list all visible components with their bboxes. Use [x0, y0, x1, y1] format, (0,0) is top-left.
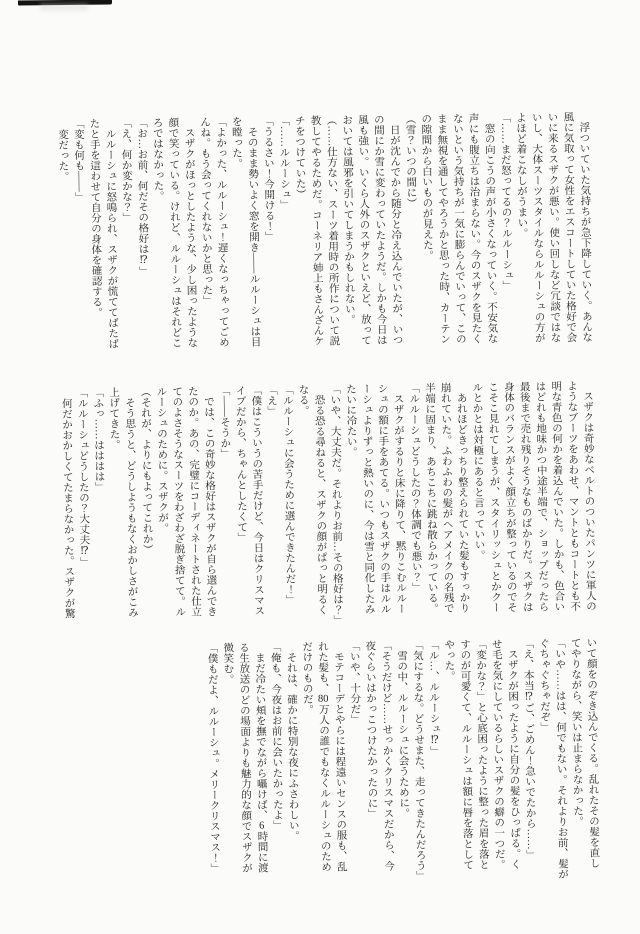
- text-column: （それが、よりにもよってこれか）: [139, 386, 153, 555]
- text-column: （……仕方ない、スーツ着用時の所作について説: [325, 114, 340, 346]
- text-column: 「俺も、今夜はお前に会いたかったよ」: [269, 641, 284, 831]
- text-column: んね。もう会ってくれないかと思った」: [198, 116, 213, 306]
- text-column: スザクが困ったように自分の髪をひっぱる。く: [506, 638, 521, 870]
- text-column: る生放送のどの場面よりも魅力的な顔でスザクが: [237, 642, 253, 874]
- text-column: すのが可愛くて、ルルーシュは額に唇を落として: [459, 638, 474, 871]
- text-column: チをつけていた）: [293, 115, 306, 200]
- text-column: 「――そうか」: [218, 385, 231, 459]
- text-column: イブだから、ちゃんとしたくて」: [234, 385, 248, 543]
- text-column: 「いや、十分だ」: [348, 640, 361, 725]
- text-column: 「ルルーシュどうしたの？体調でも悪い？」: [408, 382, 422, 593]
- text-column: モテコーデとやらには程遠いセンスの服も、乱: [332, 640, 347, 872]
- text-column: 明な青色の何かを着込んでいた。しかも、色合い: [550, 380, 565, 612]
- text-column: 最後まで売れ残りそうなものばかりだ。スザクは: [518, 381, 533, 613]
- text-column: たと手を這わせて自分の身体を確認する。: [88, 118, 103, 318]
- text-column: ルとかとは対極にあると言っていい。: [471, 381, 485, 561]
- text-column: 「変も何も――」: [72, 118, 85, 203]
- text-column: 教してやるためだ。コーネリア姉上もさんざんケ: [309, 114, 324, 347]
- text-column: いて顔をのぞき込んでくる。乱れたその髪を直し: [585, 637, 600, 869]
- text-column: てのよさそうなスーツをわざわざ脱ぎ捨てて。ル: [171, 385, 186, 618]
- text-column: 上げてきた。: [107, 386, 120, 450]
- text-column: まま無視を通してやろうかと思った時、カーテン: [435, 113, 451, 345]
- text-column: こそこ見れてしまうが、スタイリッシュとかクー: [487, 381, 502, 613]
- text-column: ないという気持ちが一気に膨らんでいって、この: [451, 112, 466, 345]
- text-column: 崩れていた。ふわふわの髪がヘアメイクの名残で: [439, 382, 454, 614]
- text-column: ーシュよりずっと熱いのに、今は雪と同化したみ: [360, 383, 375, 615]
- text-column: 変だった。: [56, 118, 69, 182]
- text-column: てやりながら、笑いは止まらなかった。: [569, 637, 584, 827]
- text-column: 「変かな？」と心底困ったように整った眉を落と: [474, 638, 490, 870]
- text-column: 「いや、大丈夫だ。それよりお前…その格好は？」: [329, 383, 344, 626]
- text-column: 夜ぐらいはかっこつけたかったのに」: [364, 640, 378, 819]
- text-column: 微笑む。: [222, 642, 234, 685]
- text-column: スザクは奇妙なベルトのついたパンツに軍人の: [581, 380, 597, 612]
- text-column: （雪？いつの間に）: [404, 113, 417, 209]
- text-column: 「僕はこういうの苦手だけど、今日はクリスマス: [250, 384, 265, 616]
- text-column: よほど着こなしがうまい。: [514, 112, 528, 239]
- text-column: スザクがするりと床に降りて、黙りこむルルー: [392, 382, 407, 614]
- text-column: ルルーシュに怒鳴られ、スザクが慌ててばたば: [104, 117, 119, 349]
- text-column: おいては風邪を引いてしまうかもしれない。: [341, 114, 356, 325]
- text-column: いし、大体スーツスタイルならルルーシュの方が: [530, 111, 545, 344]
- text-column: 風に気取って女性をエスコートしていた格好で会: [562, 111, 577, 343]
- text-column: 「うるさい！今開ける！」: [262, 115, 275, 242]
- text-block-middle: [58, 380, 598, 633]
- text-column: ぐちゃぐちゃだぞ」: [538, 637, 551, 733]
- text-column: 窓の向こうの声が小さくなっていく。不安気な: [483, 112, 498, 344]
- text-column: の間にか雪に変わっていたようだ。しかも今日は: [372, 114, 387, 346]
- text-column: 「え」: [265, 384, 278, 417]
- text-column: 「いや……はは、何でもない。それよりお前、髪が: [553, 637, 569, 880]
- text-column: 「ふっ……はははは」: [92, 387, 105, 493]
- text-column: やった。: [443, 639, 455, 682]
- text-column: 半端に固まり、あちこちに跳ね散らかっている。: [423, 382, 439, 614]
- text-column: ようなブーツをあわせ、マントともコートとも不: [566, 380, 581, 612]
- text-column: 「ル…、ルルーシュ⁉」: [427, 639, 441, 757]
- text-column: いに来るスザクが悪い。使い回しなど冗談ではな: [546, 111, 561, 343]
- text-column: 何だかおかしくてたまらなかった。スザクが驚: [60, 387, 75, 619]
- text-column: 「ルルーシュどうしたの？大丈夫⁉」: [76, 387, 90, 568]
- text-block-bottom: [204, 637, 602, 888]
- text-column: 「僕もだよ、ルルーシュ。メリークリスマス！」: [206, 642, 221, 874]
- text-column: 「……まだ怒ってるの？ルルーシュ」: [499, 112, 513, 291]
- text-column: 身体のバランスがよく顔立ちが整っているのでそ: [502, 381, 518, 613]
- text-column: 「よかった、ルルーシュ！遅くなっちゃってごめ: [214, 116, 229, 348]
- text-column: 「そうだけど……せっかくクリスマスだから、今: [380, 640, 395, 872]
- text-column: 「……ルルーシュ」: [277, 115, 291, 211]
- text-column: だけのものだ。: [301, 641, 314, 715]
- text-column: 「お…お前、何だその格好は⁉」: [135, 117, 150, 277]
- text-column: 「え、何か変かな？」: [119, 117, 133, 223]
- text-column: 風も強い。いくら人外のスザクといえど、放って: [356, 114, 372, 346]
- text-column: たいに冷たい。: [344, 383, 357, 458]
- text-column: 顔で笑っている。けれど、ルルーシュはそれどこ: [167, 116, 182, 349]
- text-block-top: [54, 111, 594, 364]
- text-column: 雪の中、ルルーシュに会うために。: [395, 639, 410, 819]
- text-column: の隙間から白いものが見えた。: [420, 113, 434, 261]
- text-column: たのか。あの、完璧にコーディネートされた仕立: [186, 385, 202, 617]
- text-column: せ毛を気にしているらしいスザクの癖の一つだ。: [490, 638, 505, 870]
- text-column: まだ冷たい頬を撫でながら囁けば、6時間に渡: [253, 641, 268, 873]
- text-column: 日が沈んでから随分と冷え込んでいたが、いつ: [388, 113, 403, 345]
- text-column: なる。: [297, 384, 309, 416]
- text-column: シュの額に手をあてる。いつもスザクの手はルル: [376, 383, 391, 615]
- text-column: あれほどきっちり整えられていた髪もすっかり: [455, 381, 470, 614]
- text-column: それは、確かに特別な夜にふさわしい。: [285, 641, 300, 841]
- text-column: れた髪も、80万人の誰でもなくルルーシュのため: [316, 640, 332, 873]
- text-column: ろではなかった。: [151, 117, 164, 202]
- text-column: 「え、本当⁉ご、ごめん！急いでたから……」: [522, 638, 537, 861]
- text-column: 声にも腹立ちは治まらない。今のスザクを見たく: [467, 112, 482, 344]
- text-column: 「ルルーシュに会うために選んできたんだ！」: [281, 384, 296, 606]
- text-column: そう思うと、どうしようもなくおかしさがこみ: [123, 386, 138, 618]
- text-column: を瞠った。: [230, 116, 243, 169]
- text-column: では、この奇妙な格好はスザクが自ら選んでき: [202, 385, 217, 617]
- text-column: 浮ついていた気持ちが急下降していく。あんな: [578, 111, 593, 343]
- text-column: そのまま勢いよく窓を開き――ルルーシュは目: [246, 115, 261, 347]
- text-column: ルーシュのために。スザクが。: [155, 386, 169, 534]
- text-column: スザクがほっとしたような、少し困ったような: [183, 116, 198, 348]
- text-column: 「気にするな。どうせまた、走ってきたんだろう」: [411, 639, 427, 882]
- text-column: はどれも地味かつ中途半端で、ショップだったら: [534, 380, 549, 612]
- text-column: 恐る恐る尋ねると、スザクの顔がぱっと明るく: [313, 383, 328, 616]
